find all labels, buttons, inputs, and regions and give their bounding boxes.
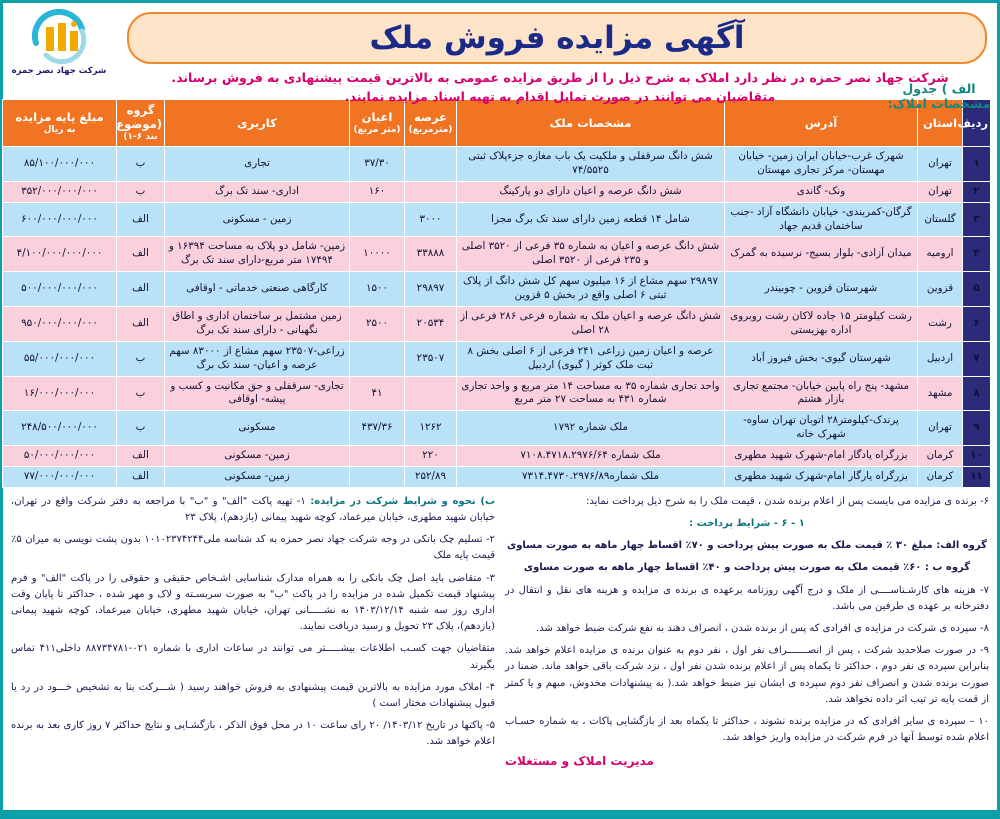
table-row [3, 376, 991, 411]
page-title: آگهی مزایده فروش ملک [369, 19, 745, 56]
bottom-border [3, 810, 997, 816]
subtitle-line-2: متقاضیان می توانند در صورت تمایل اقدام به تهیه اسناد مزایده نمایند. [344, 88, 776, 104]
row-specs: ملک شماره۷۳۱۴.۴۷۳۰.۲۹۷۶/۸۹ [457, 467, 725, 488]
table-header-row [3, 100, 991, 147]
row-province: کرمان [918, 446, 963, 467]
row-base-price: ۸۵/۱۰۰/۰۰۰/۰۰۰ [3, 147, 117, 182]
row-base-price: ۵۵/۰۰۰/۰۰۰/۰۰۰ [3, 341, 117, 376]
row-index: ۱ [963, 147, 991, 182]
logo-caption: شرکت جهاد نصر حمزه [11, 66, 107, 76]
table-row [3, 446, 991, 467]
col-header-address: آدرس [725, 100, 918, 147]
row-usage: زراعی-۲۳۵۰۷ سهم مشاع از ۸۳۰۰۰ سهم عرصه و اعیان- سند تک برگ [165, 341, 350, 376]
row-land-area: ۲۲۰ [405, 446, 457, 467]
company-logo-block [3, 3, 115, 76]
col-header-usage: کاربری [165, 100, 350, 147]
row-land-area: ۱۲۶۲ [405, 411, 457, 446]
row-province: تهران [918, 147, 963, 182]
table-row [3, 181, 991, 202]
row-land-area: ۲۳۵۰۷ [405, 341, 457, 376]
col-header-specs: مشخصات ملک [457, 100, 725, 147]
row-province: تهران [918, 411, 963, 446]
row-specs: شش دانگ عرصه و اعیان ملک به شماره فرعی ۲۸۶ فرعی از ۲۸ اصلی [457, 307, 725, 342]
row-group: ب [117, 376, 165, 411]
payment-conditions-heading: ۱ - ۶ - شرایط پرداخت : [689, 518, 805, 530]
row-index: ۳ [963, 202, 991, 237]
row-land-area [405, 181, 457, 202]
section-b-heading: ب) نحوه و شرایط شرکت در مزایده: [310, 495, 495, 507]
row-group: ب [117, 341, 165, 376]
payment-group-be: گروه ب : ۶۰٪ قیمت ملک به صورت پیش پرداخت و ۴۰٪ اقساط چهار ماهه به صورت مساوی [523, 562, 971, 574]
row-group: الف [117, 202, 165, 237]
row-base-price: ۵۰۰/۰۰۰/۰۰۰/۰۰۰ [3, 272, 117, 307]
row-address: مشهد- پنج راه پایین خیابان- مجتمع تجاری بازار هشتم [725, 376, 918, 411]
row-address: شهرستان گیوی- بخش فیروز آباد [725, 341, 918, 376]
table-row [3, 467, 991, 488]
term-item-7: ۷- هزینه های کارشـناســــی از ملک و درج آگهی روزنامه برعهده ی برنده ی مزایده و هزینه های نقل و انتقال در دفترخانه بر عهده ی طرفین می باشد. [505, 584, 989, 612]
row-province: قزوین [918, 272, 963, 307]
col-header-land-area: عرصه (مترمربع) [405, 100, 457, 147]
row-group: الف [117, 307, 165, 342]
row-land-area [405, 147, 457, 182]
term-item-8: ۸- سپرده ی شرکت در مزایده ی افرادی که پس از برنده شدن ، انصراف دهند به نفع شرکت ضبط خواهد شد. [536, 623, 989, 635]
term-item-3: ۳- متقاضی باید اصل چک بانکی را به همراه مدارک شناسایی اشـخاص حقیقی و حقوقی را در پاکت "الف" و فرم پیشنهاد قیمت تکمیل شده در مزایده را در پاکت "ب" به صورت سربسـته و لاک و مهر شده ، حداکثر تا پایان وقت اداری روز سه شنبه ۱۴۰۳/۱۲/۱۴ به نشـــــانی تهران، خیابان شهید مطهری، خیابان میرعماد، کوچه شهید پیمانی (یازدهم)، پلاک ۲۳ تحویل و رسید دریافت نمایند. [11, 572, 496, 633]
row-usage: زمین- مسکونی [165, 446, 350, 467]
row-province: کرمان [918, 467, 963, 488]
row-index: ۱۰ [963, 446, 991, 467]
term-item-5: ۵- پاکتها در تاریخ ۱۴۰۳/۱۲/ ۲۰ رای ساعت ۱۰ در محل فوق الذکر ، بازگشـایی و نتایج حداکثر ۷ روز کاری بعد به برنده اعلام خواهد شد. [11, 720, 495, 748]
row-building-area: ۴۱ [350, 376, 405, 411]
row-specs: ۲۹۸۹۷ سهم مشاع از ۱۶ میلیون سهم کل شش دانگ از پلاک ثبتی ۶ اصلی واقع در بخش ۵ قزوین [457, 272, 725, 307]
col-header-base-price: مبلغ پایه مزایده به ریال [3, 100, 117, 147]
row-building-area: ۱۶۰ [350, 181, 405, 202]
row-land-area [405, 376, 457, 411]
header-main [115, 3, 997, 107]
payment-group-alef: گروه الف: مبلغ ۳۰ ٪ قیمت ملک به صورت پیش پرداخت و ۷۰٪ اقساط چهار ماهه به صورت مساوی [507, 540, 987, 552]
row-land-area: ۲۵۲/۸۹ [405, 467, 457, 488]
row-index: ۴ [963, 237, 991, 272]
row-building-area [350, 202, 405, 237]
row-building-area [350, 446, 405, 467]
header-subtitle [121, 69, 993, 107]
terms-column-left [505, 494, 989, 772]
col-header-province: استان [918, 100, 963, 147]
company-logo-icon [26, 9, 92, 65]
row-address: بزرگراه یارگار امام-شهرک شهید مطهری [725, 467, 918, 488]
row-land-area: ۲۰۵۳۴ [405, 307, 457, 342]
row-address: گرگان-کمربندی- خیابان دانشگاه آزاد -جنب ساختمان قدیم جهاد [725, 202, 918, 237]
row-province: مشهد [918, 376, 963, 411]
row-base-price: ۳۵۲/۰۰۰/۰۰۰/۰۰۰ [3, 181, 117, 202]
row-building-area: ۴۳۷/۳۶ [350, 411, 405, 446]
row-group: الف [117, 446, 165, 467]
row-base-price: ۹۵۰/۰۰۰/۰۰۰/۰۰۰ [3, 307, 117, 342]
row-province: رشت [918, 307, 963, 342]
term-item-4: ۴- املاک مورد مزایده به بالاترین قیمت پیشنهادی به فروش خواهند رسید ( شـــرکت بنا به تشخیص خـــود در رد یا قبول پیشنهادات مختار است ) [11, 681, 495, 709]
row-land-area: ۳۰۰۰ [405, 202, 457, 237]
row-usage: تجاری- سرقفلی و حق مکانیت و کسب و پیشه- اوقافی [165, 376, 350, 411]
table-row [3, 341, 991, 376]
row-address: پرندک-کیلومتر۲۸ اتوبان تهران ساوه- شهرک خانه [725, 411, 918, 446]
row-index: ۶ [963, 307, 991, 342]
row-usage: تجاری [165, 147, 350, 182]
subtitle-line-1: شرکت جهاد نصر حمزه در نظر دارد املاک به شرح ذیل را از طریق مزایده عمومی به بالاترین قیمت پیشنهادی به فروش برساند. [171, 70, 949, 85]
row-building-area [350, 341, 405, 376]
term-item-9: ۹- در صورت صلاحدید شرکت ، پس از انصـــــــراف نفر اول ، نفر دوم به عنوان برنده ی مزایده اعلام خواهد شد. بنابراین سپرده ی نفر دوم ، حداکثر تا یکماه پس از اعلام برنده شدن نفر اول ، نزد شرکت باقی خواهد ماند. ضمنا در صورت برنده شدن و انصراف نفر دوم سپرده ی ایشان نیز ضبط خواهد شد.( به پیشنهادات مخدوش، مبهم و یا کمتر از قمت پایه تر تیب اثر داده نخواهد شد. [505, 645, 989, 705]
row-province: اردبیل [918, 341, 963, 376]
contact-info-line: متقاضیان جهت کسـب اطلاعات بیشـــــتر می توانند در ساعات اداری با شماره ۰۲۱-۸۸۷۳۴۷۸۱ داخلی۴۱۱ تماس بگیرند [11, 643, 495, 671]
row-specs: شش دانگ عرصه و اعیان به شماره ۳۵ فرعی از ۳۵۲۰ اصلی و ۲۳۵ فرعی از ۳۵۲۰ اصلی [457, 237, 725, 272]
row-address: رشت کیلومتر ۱۵ جاده لاکان رشت روبروی اداره بهزیستی [725, 307, 918, 342]
row-building-area: ۱۵۰۰ [350, 272, 405, 307]
table-row [3, 411, 991, 446]
row-base-price: ۶۰۰/۰۰۰/۰۰۰/۰۰۰ [3, 202, 117, 237]
table-row [3, 147, 991, 182]
row-address: شهرستان قزوین - چوبیندر [725, 272, 918, 307]
row-base-price: ۵۰/۰۰۰/۰۰۰/۰۰۰ [3, 446, 117, 467]
row-land-area: ۳۳۸۸۸ [405, 237, 457, 272]
col-header-group: گروه (موضوع بند ۶-۱) [117, 100, 165, 147]
row-group: الف [117, 237, 165, 272]
terms-section [11, 494, 989, 772]
term-item-10: ۱۰ – سپرده ی سایر افرادی که در مزایده برنده نشوند ، حداکثر تا یکماه بعد از بازگشایی پاکات ، به شماره حسـاب اعلام شده توسط آنها در فرم شرکت در مزایده واریز خواهد شد. [505, 715, 989, 744]
table-row [3, 237, 991, 272]
title-banner [127, 12, 987, 64]
properties-table [2, 99, 991, 488]
row-group: الف [117, 467, 165, 488]
col-header-building-area: اعیان (متر مربع) [350, 100, 405, 147]
row-building-area: ۱۰۰۰۰ [350, 237, 405, 272]
row-index: ۵ [963, 272, 991, 307]
row-building-area [350, 467, 405, 488]
row-index: ۱۱ [963, 467, 991, 488]
row-usage: زمین - مسکونی [165, 202, 350, 237]
row-specs: شش دانگ عرصه و اعیان دارای دو پارکینگ [457, 181, 725, 202]
row-group: ب [117, 411, 165, 446]
participation-terms-block-1 [11, 494, 495, 526]
row-building-area: ۲۵۰۰ [350, 307, 405, 342]
row-address: شهرک غرب-خیابان ایران زمین- خیابان مهستان- مرکز تجاری مهستان [725, 147, 918, 182]
row-usage: کارگاهی صنعتی خدماتی - اوقافی [165, 272, 350, 307]
section-a-label: الف ) جدول مشخصات املاک: [887, 81, 991, 111]
row-address: ونک- گاندی [725, 181, 918, 202]
row-index: ۹ [963, 411, 991, 446]
signature-line: مدیریت املاک و مستغلات [505, 754, 654, 769]
page-header [3, 3, 997, 111]
row-group: ب [117, 181, 165, 202]
row-base-price: ۴/۱۰۰/۰۰۰/۰۰۰/۰۰۰ [3, 237, 117, 272]
row-index: ۸ [963, 376, 991, 411]
row-usage: مسکونی [165, 411, 350, 446]
table-row [3, 272, 991, 307]
row-province: گلستان [918, 202, 963, 237]
row-index: ۲ [963, 181, 991, 202]
row-address: میدان آزادی- بلوار بسیج- نرسیده به گمرک [725, 237, 918, 272]
row-base-price: ۱۶/۰۰۰/۰۰۰/۰۰۰ [3, 376, 117, 411]
row-land-area: ۲۹۸۹۷ [405, 272, 457, 307]
row-index: ۷ [963, 341, 991, 376]
row-province: ارومیه [918, 237, 963, 272]
row-specs: شش دانگ سرقفلی و ملکیت یک باب مغازه جزءپلاک ثبتی ۷۴/۵۵۲۵ [457, 147, 725, 182]
term-item-2: ۲- تسلیم چک بانکی در وجه شرکت جهاد نصر حمزه به کد شناسه ملی۱۰۱۰۲۳۷۴۲۴۴ بدون پشت نویسی به میزان ۵٪ قیمت پایه ملک [11, 534, 495, 562]
row-specs: ملک شماره ۷۱۰۸.۴۷۱۸.۲۹۷۶/۶۴ [457, 446, 725, 467]
row-specs: شامل ۱۴ قطعه زمین دارای سند تک برگ مجزا [457, 202, 725, 237]
row-province: تهران [918, 181, 963, 202]
col-header-index: ردیف [963, 100, 991, 147]
row-usage: زمین- مسکونی [165, 467, 350, 488]
row-usage: زمین مشتمل بر ساختمان اداری و اطاق نگهبانی - دارای سند تک برگ [165, 307, 350, 342]
row-specs: واحد تجاری شماره ۳۵ به مساحت ۱۴ متر مربع و واحد تجاری شماره ۴۳۱ به مساحت ۲۷ متر مربع [457, 376, 725, 411]
row-base-price: ۷۷/۰۰۰/۰۰۰/۰۰۰ [3, 467, 117, 488]
properties-table-body [3, 147, 991, 488]
row-specs: عرصه و اعیان زمین زراعی ۲۴۱ فرعی از ۶ اصلی بخش ۸ ثبت ملک کوثر ( گیوی) اردبیل [457, 341, 725, 376]
row-base-price: ۲۴۸/۵۰۰/۰۰۰/۰۰۰ [3, 411, 117, 446]
table-row [3, 202, 991, 237]
row-specs: ملک شماره ۱۷۹۲ [457, 411, 725, 446]
row-group: الف [117, 272, 165, 307]
row-usage: اداری- سند تک برگ [165, 181, 350, 202]
term-item-1: ۱- تهیه پاکت "الف" و "ب" با مراجعه به دفتر شرکت واقع در تهران، خیابان شهید مطهری، خیابان میرعماد، کوچه شهید پیمانی (یازدهم)، پلاک ۲۳ [11, 495, 495, 524]
terms-column-right [11, 494, 495, 757]
table-row [3, 307, 991, 342]
row-group: ب [117, 147, 165, 182]
row-building-area: ۳۷/۳۰ [350, 147, 405, 182]
row-usage: زمین- شامل دو پلاک به مساحت ۱۶۳۹۴ و ۱۷۴۹۴ متر مربع-دارای سند تک برگ [165, 237, 350, 272]
row-address: بزرگراه یادگار امام-شهرک شهید مطهری [725, 446, 918, 467]
term-item-6: ۶- برنده ی مزایده می بایست پس از اعلام برنده شدن ، قیمت ملک را به شرح ذیل پرداخت نماید: [585, 495, 989, 507]
